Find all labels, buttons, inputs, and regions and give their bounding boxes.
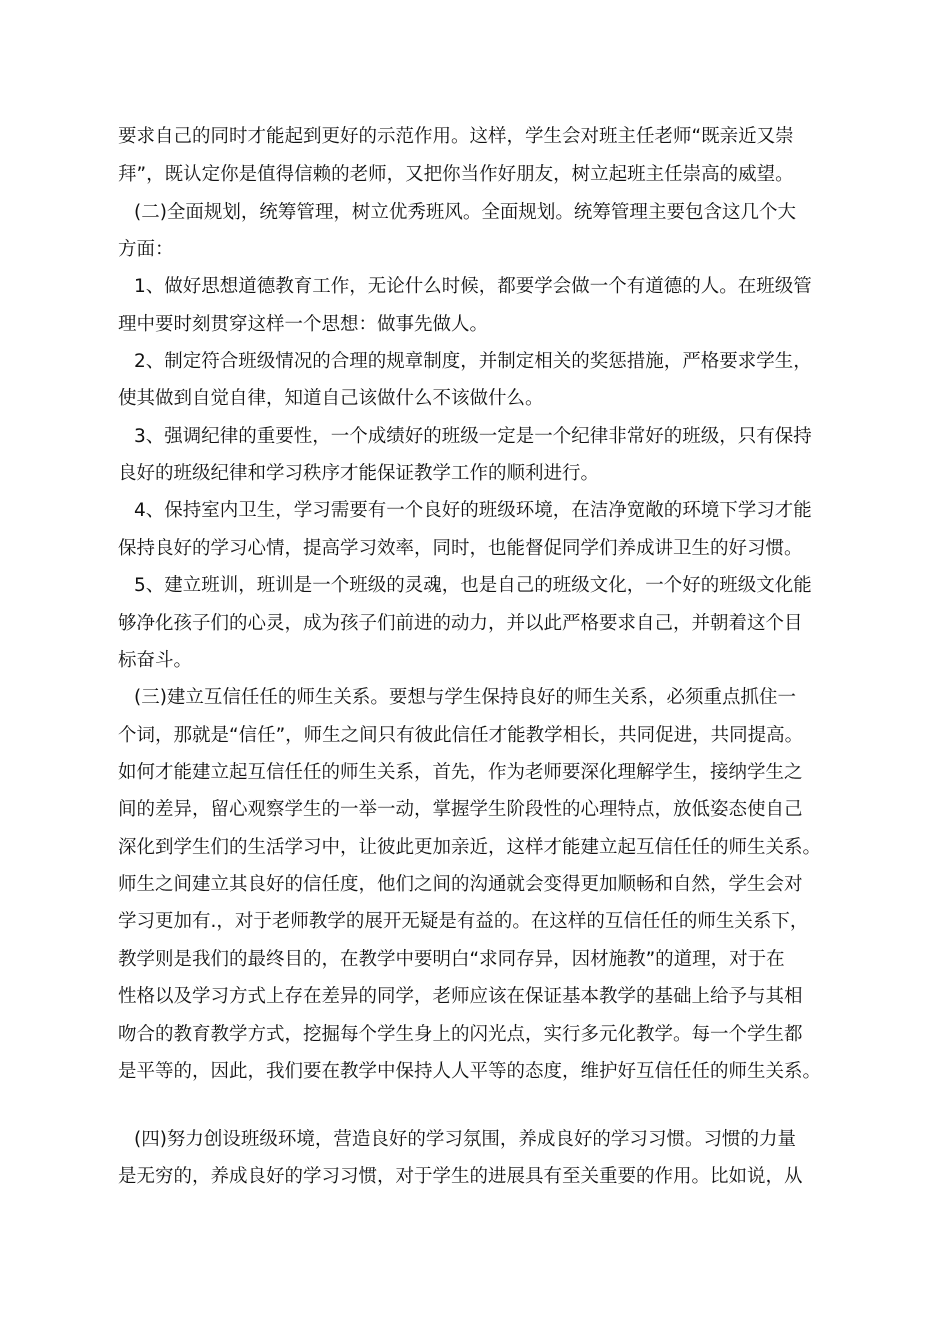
- list-item-3: 3、强调纪律的重要性，一个成绩好的班级一定是一个纪律非常好的班级，只有保持: [134, 426, 812, 447]
- text-line: 学习更加有.，对于老师教学的展开无疑是有益的。在这样的互信任任的师生关系下，: [118, 911, 809, 932]
- text-line: 使其做到自觉自律，知道自己该做什么不该做什么。: [118, 388, 544, 409]
- text-line: 间的差异，留心观察学生的一举一动，掌握学生阶段性的心理特点，放低姿态使自己: [118, 799, 803, 820]
- text-line: 是无穷的，养成良好的学习习惯，对于学生的进展具有至关重要的作用。比如说，从: [118, 1166, 803, 1187]
- text-line: 吻合的教育教学方式，挖掘每个学生身上的闪光点，实行多元化教学。每一个学生都: [118, 1024, 803, 1045]
- text-line: 拜”，既认定你是值得信赖的老师，又把你当作好朋友，树立起班主任崇高的威望。: [118, 164, 794, 185]
- text-line: 要求自己的同时才能起到更好的示范作用。这样，学生会对班主任老师“既亲近又崇: [118, 126, 794, 147]
- text-line: 深化到学生们的生活学习中，让彼此更加亲近，这样才能建立起互信任任的师生关系。: [118, 837, 822, 858]
- text-line: 性格以及学习方式上存在差异的同学，老师应该在保证基本教学的基础上给予与其相: [118, 986, 803, 1007]
- text-line: 如何才能建立起互信任任的师生关系，首先，作为老师要深化理解学生，接纳学生之: [118, 762, 803, 783]
- list-item-2: 2、制定符合班级情况的合理的规章制度，并制定相关的奖惩措施，严格要求学生，: [134, 351, 812, 372]
- text-line: 个词，那就是“信任”，师生之间只有彼此信任才能教学相长，共同促进，共同提高。: [118, 725, 804, 746]
- list-item-5: 5、建立班训，班训是一个班级的灵魂，也是自己的班级文化，一个好的班级文化能: [134, 575, 812, 596]
- list-item-1: 1、做好思想道德教育工作，无论什么时候，都要学会做一个有道德的人。在班级管: [134, 276, 812, 297]
- text-line: 师生之间建立其良好的信任度，他们之间的沟通就会变得更加顺畅和自然，学生会对: [118, 874, 803, 895]
- section-heading-4: (四)努力创设班级环境，营造良好的学习氛围，养成良好的学习习惯。习惯的力量: [134, 1129, 796, 1150]
- text-line: 教学则是我们的最终目的，在教学中要明白“求同存异，因材施教”的道理，对于在: [118, 949, 785, 970]
- text-line: 良好的班级纪律和学习秩序才能保证教学工作的顺利进行。: [118, 463, 600, 484]
- text-line: 标奋斗。: [118, 650, 193, 671]
- text-line: 是平等的，因此，我们要在教学中保持人人平等的态度，维护好互信任任的师生关系。: [118, 1061, 822, 1082]
- list-item-4: 4、保持室内卫生，学习需要有一个良好的班级环境，在洁净宽敞的环境下学习才能: [134, 500, 812, 521]
- section-heading-3: (三)建立互信任任的师生关系。要想与学生保持良好的师生关系，必须重点抓住一: [134, 687, 796, 708]
- section-heading-2: (二)全面规划，统筹管理，树立优秀班风。全面规划。统筹管理主要包含这几个大: [134, 202, 796, 223]
- text-line: 够净化孩子们的心灵，成为孩子们前进的动力，并以此严格要求自己，并朝着这个目: [118, 613, 803, 634]
- text-line: 理中要时刻贯穿这样一个思想：做事先做人。: [118, 314, 489, 335]
- text-line: 方面：: [118, 239, 174, 260]
- text-line: 保持良好的学习心情，提高学习效率，同时，也能督促同学们养成讲卫生的好习惯。: [118, 538, 803, 559]
